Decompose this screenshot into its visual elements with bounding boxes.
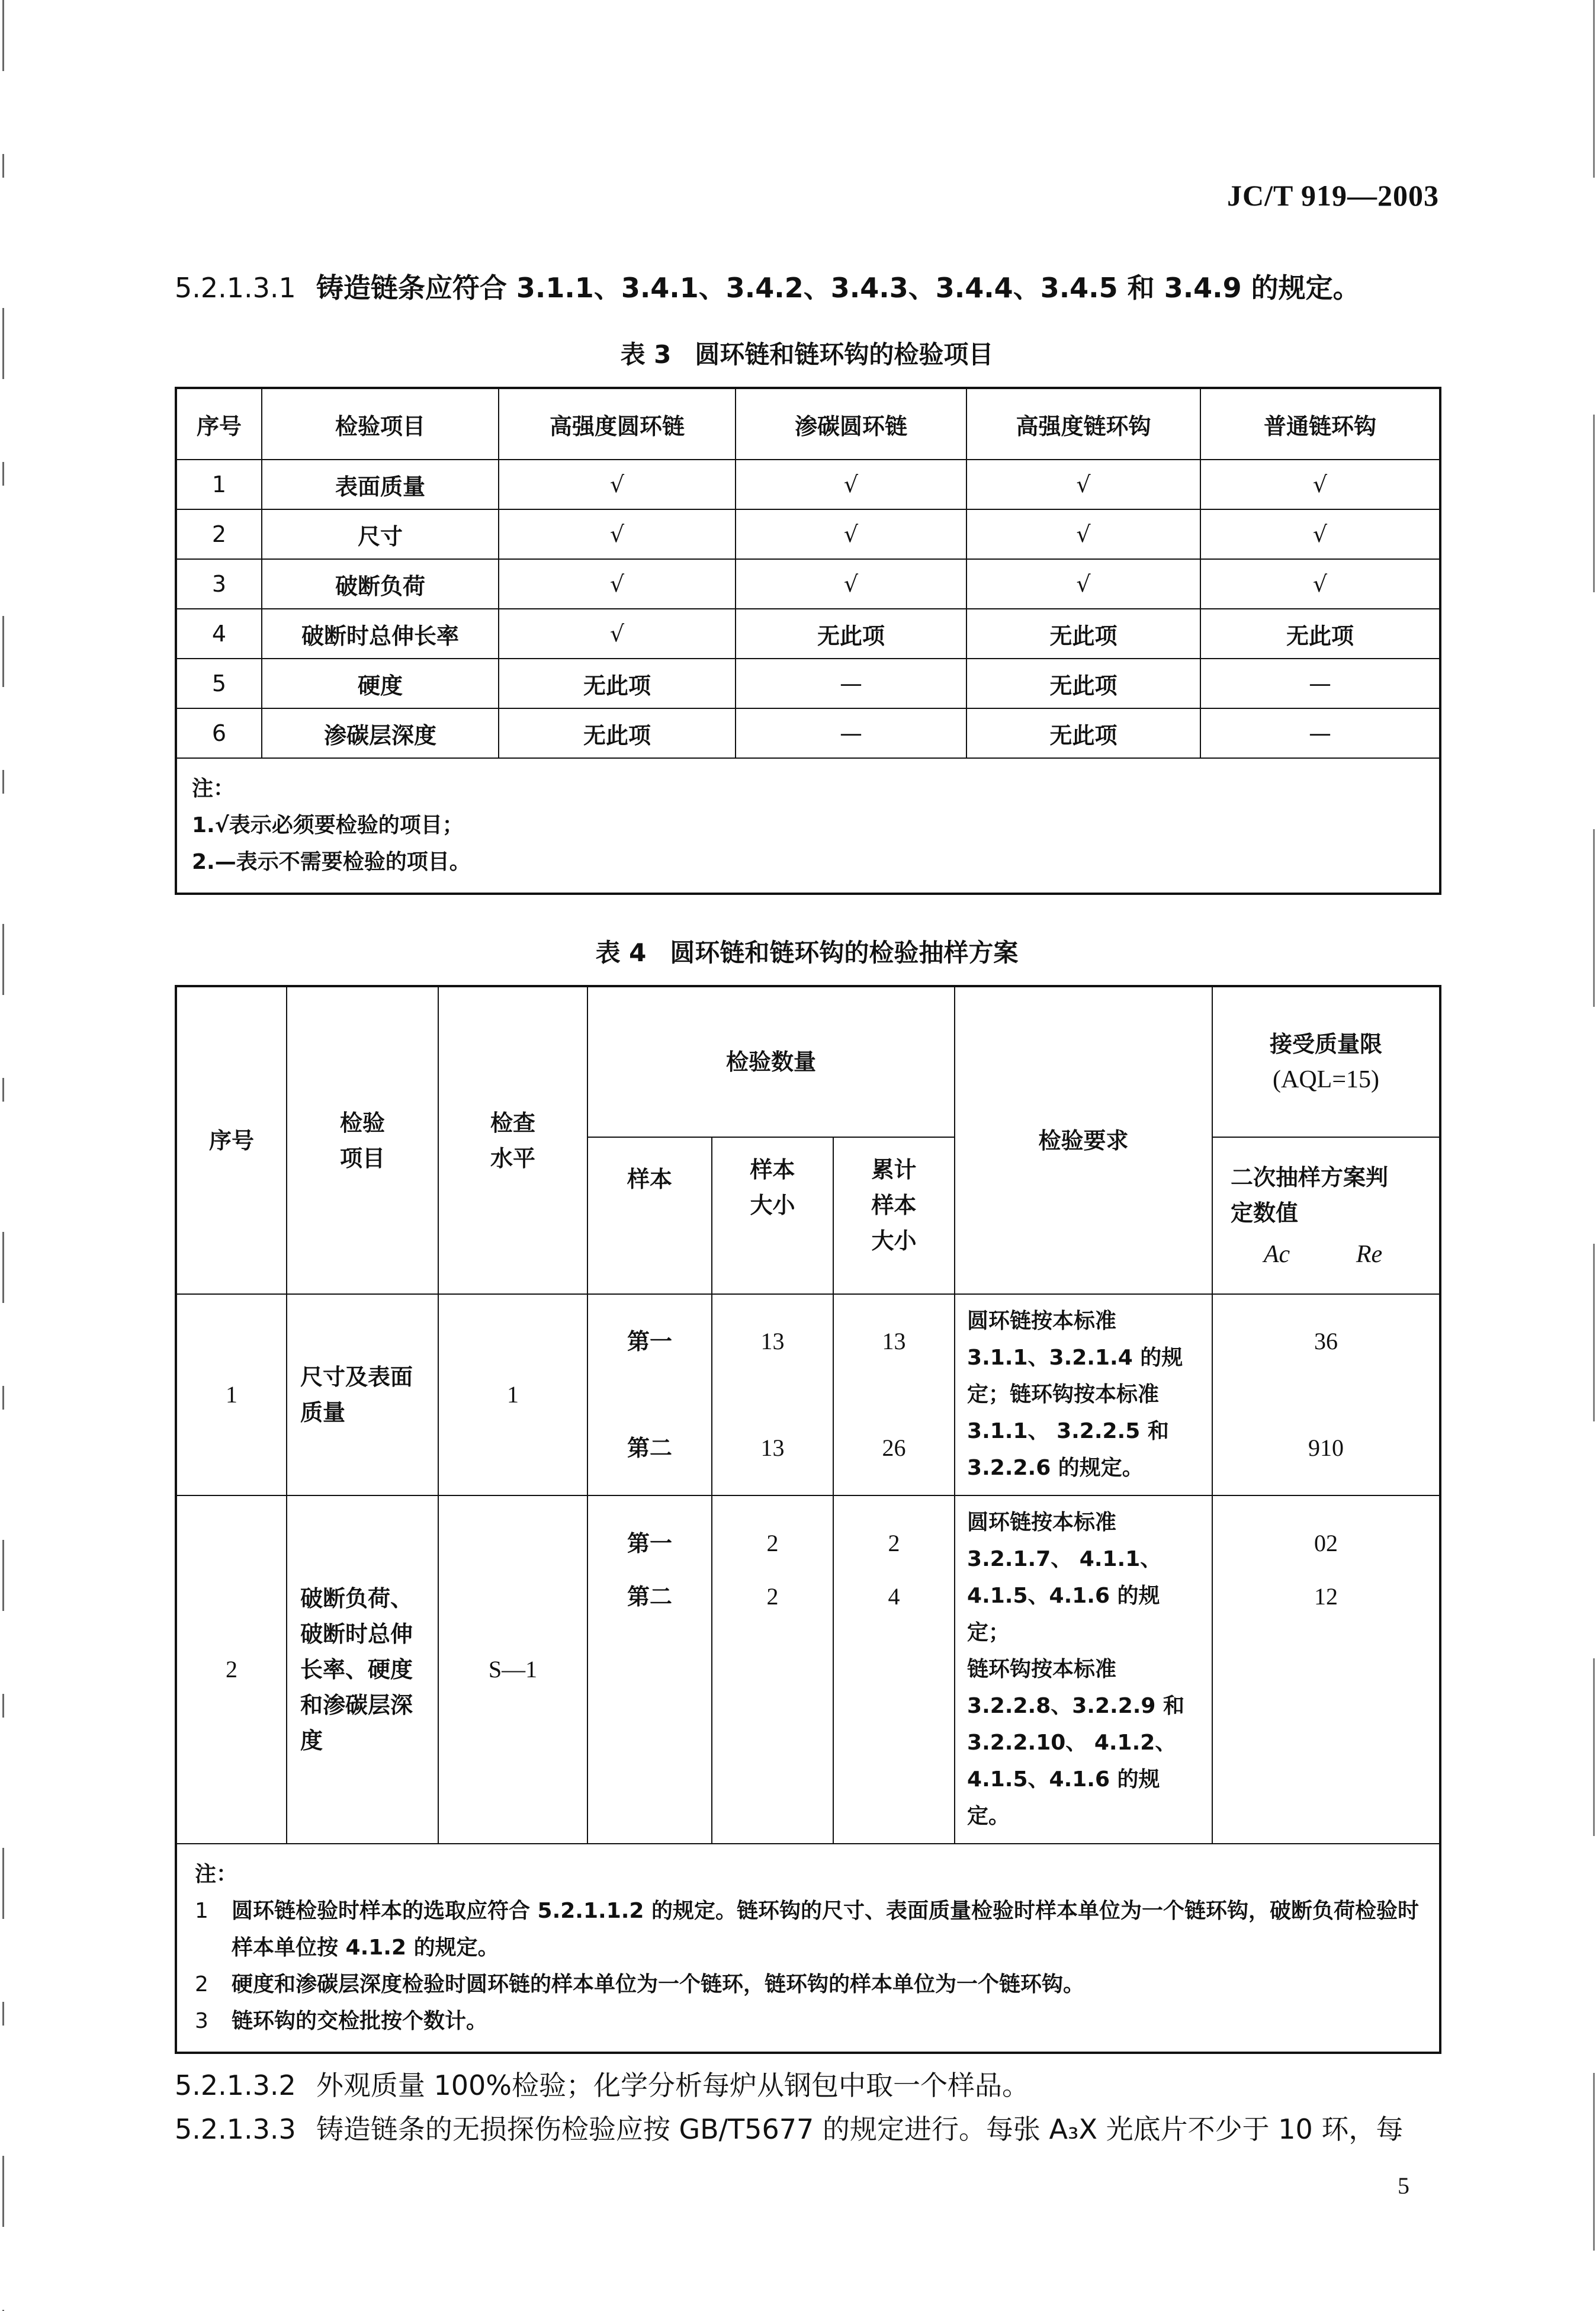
note-text: 圆环链检验时样本的选取应符合 5.2.1.1.2 的规定。链环钩的尺寸、表面质量检验时样本单位为一个链环钩，破断负荷检验时样本单位按 4.1.2 的规定。 xyxy=(232,1899,1420,1960)
table4-note xyxy=(195,2003,1421,2040)
note-text: 链环钩的交检批按个数计。 xyxy=(232,2009,488,2033)
ac-value: 9 xyxy=(1308,1434,1321,1461)
header-re: Re xyxy=(1356,1240,1383,1268)
table4-note-title: 注： xyxy=(195,1862,238,1886)
stage-value: 13 xyxy=(760,1434,785,1461)
table-cell: √ xyxy=(966,509,1200,559)
clause-text: 铸造链条应符合 3.1.1、3.4.1、3.4.2、3.4.3、3.4.4、3.4.5 和 3.4.9 的规定。 xyxy=(316,272,1360,304)
note-text: 硬度和渗碳层深度检验时圆环链的样本单位为一个链环，链环钩的样本单位为一个链环钩。 xyxy=(232,1972,1085,1997)
table4-note xyxy=(195,1893,1421,1966)
header-line: 检验 xyxy=(339,1109,385,1136)
header-line: 检查 xyxy=(490,1109,535,1136)
header-line: 样本 xyxy=(871,1192,917,1218)
table3-header-high-strength-chain: 高强度圆环链 xyxy=(499,388,736,460)
note-number: 2 xyxy=(195,1972,208,1997)
req-line: 3.2.2.6 的规定。 xyxy=(967,1456,1144,1480)
table4-label: 表 4 xyxy=(595,938,647,967)
table-cell-item xyxy=(287,1294,438,1495)
table-row xyxy=(176,460,1440,509)
re-value: 2 xyxy=(1326,1530,1338,1556)
table-cell: √ xyxy=(966,460,1200,509)
header-line: 累计 xyxy=(871,1157,917,1183)
re-value: 10 xyxy=(1320,1434,1344,1461)
table-cell: — xyxy=(1200,659,1440,708)
table4-header-level xyxy=(438,986,587,1294)
table4-header-requirement: 检验要求 xyxy=(955,986,1212,1294)
header-line: 接受质量限 xyxy=(1270,1031,1383,1057)
stage-label: 第二 xyxy=(627,1435,672,1461)
clause-text: 铸造链条的无损探伤检验应按 GB/T5677 的规定进行。每张 A₃X 光底片不少于 10 环，每 xyxy=(316,2113,1404,2145)
note-number: 1 xyxy=(195,1899,208,1923)
table4-header-judge xyxy=(1212,1137,1440,1294)
clause-number: 5.2.1.3.3 xyxy=(175,2113,296,2145)
table-cell-seq: 1 xyxy=(176,1294,287,1495)
table3-header-carburized-chain: 渗碳圆环链 xyxy=(736,388,966,460)
table-cell: √ xyxy=(736,559,966,609)
table4-header-seq: 序号 xyxy=(176,986,287,1294)
re-value: 2 xyxy=(1326,1583,1338,1610)
table-cell: √ xyxy=(1200,509,1440,559)
clause-text: 外观质量 100%检验；化学分析每炉从钢包中取一个样品。 xyxy=(316,2069,1029,2101)
table-row xyxy=(176,1495,1440,1844)
table3-title: 圆环链和链环钩的检验项目 xyxy=(695,340,994,369)
clause-5-2-1-3-3 xyxy=(175,2111,1439,2148)
req-line: 3.2.2.8、3.2.2.9 和 xyxy=(967,1694,1185,1718)
req-line: 3.2.1.7、 4.1.1、 xyxy=(967,1547,1162,1571)
table-cell: 6 xyxy=(176,708,262,758)
req-line: 定；链环钩按本标准 xyxy=(967,1382,1160,1407)
table-cell: √ xyxy=(966,559,1200,609)
table-cell: 渗碳层深度 xyxy=(262,708,499,758)
table3-header-ordinary-hook: 普通链环钩 xyxy=(1200,388,1440,460)
table-cell: √ xyxy=(499,460,736,509)
req-line: 3.1.1、 3.2.2.5 和 xyxy=(967,1419,1169,1443)
item-line: 长率、硬度 xyxy=(300,1657,413,1683)
table-row xyxy=(176,559,1440,609)
table-cell: 1 xyxy=(176,460,262,509)
stage-value: 26 xyxy=(882,1434,906,1461)
table-cell-seq: 2 xyxy=(176,1495,287,1844)
stage-value: 2 xyxy=(888,1530,900,1556)
table-row xyxy=(176,609,1440,659)
table-cell: 4 xyxy=(176,609,262,659)
table3-note-title: 注： xyxy=(192,776,235,801)
header-line: 水平 xyxy=(490,1145,535,1171)
req-line: 圆环链按本标准 xyxy=(967,1510,1117,1535)
stage-label: 第一 xyxy=(627,1328,672,1354)
header-line: 定数值 xyxy=(1231,1199,1299,1226)
table-cell-item xyxy=(287,1495,438,1844)
item-line: 和渗碳层深 xyxy=(300,1692,413,1718)
stage-label: 第一 xyxy=(627,1530,672,1556)
req-line: 4.1.5、4.1.6 的规定。 xyxy=(967,1767,1160,1828)
stage-value: 2 xyxy=(766,1583,779,1610)
table-cell: √ xyxy=(736,460,966,509)
item-line: 尺寸及表面 xyxy=(300,1364,413,1390)
table-cell: 硬度 xyxy=(262,659,499,708)
table-cell: — xyxy=(1200,708,1440,758)
table-row xyxy=(176,708,1440,758)
table3-header-row xyxy=(176,388,1440,460)
table-cell-sample xyxy=(587,1495,712,1844)
table-cell: 破断负荷 xyxy=(262,559,499,609)
page-number: 5 xyxy=(1398,2172,1409,2199)
re-value: 6 xyxy=(1326,1328,1338,1354)
table4-header-sample: 样本 xyxy=(587,1137,712,1294)
header-ac: Ac xyxy=(1263,1240,1290,1268)
table-row xyxy=(176,1294,1440,1495)
stage-value: 13 xyxy=(882,1328,906,1354)
table-cell-acre xyxy=(1212,1495,1440,1844)
header-line: 大小 xyxy=(871,1228,917,1254)
ac-value: 0 xyxy=(1314,1530,1327,1556)
table3-header-high-strength-hook: 高强度链环钩 xyxy=(966,388,1200,460)
table3-note: 2.—表示不需要检验的项目。 xyxy=(192,850,471,874)
table-cell: 无此项 xyxy=(499,659,736,708)
table-cell: — xyxy=(736,659,966,708)
req-line: 3.2.2.10、 4.1.2、 xyxy=(967,1731,1177,1755)
table-cell-acre xyxy=(1212,1294,1440,1495)
table3-header-seq: 序号 xyxy=(176,388,262,460)
standard-code: JC/T 919—2003 xyxy=(1227,179,1439,212)
table-cell: — xyxy=(736,708,966,758)
table-cell-size xyxy=(712,1495,833,1844)
table3-label: 表 3 xyxy=(620,340,672,369)
table4-header-cumulative xyxy=(833,1137,955,1294)
item-line: 破断时总伸 xyxy=(300,1621,413,1647)
table-cell: 表面质量 xyxy=(262,460,499,509)
table3-header-item: 检验项目 xyxy=(262,388,499,460)
clause-number: 5.2.1.3.1 xyxy=(175,272,296,304)
table4-caption xyxy=(175,936,1439,970)
item-line: 质量 xyxy=(300,1400,346,1426)
table-cell: 破断时总伸长率 xyxy=(262,609,499,659)
table4 xyxy=(175,985,1441,2054)
table-cell: 无此项 xyxy=(966,659,1200,708)
table-cell: 无此项 xyxy=(499,708,736,758)
stage-label: 第二 xyxy=(627,1584,672,1610)
table-cell: √ xyxy=(499,559,736,609)
table3-caption xyxy=(175,338,1439,371)
req-line: 圆环链按本标准 xyxy=(967,1309,1117,1333)
table4-notes xyxy=(176,1844,1440,2053)
header-line: 样本 xyxy=(750,1157,795,1183)
table-cell: 无此项 xyxy=(966,708,1200,758)
header-line: 大小 xyxy=(750,1192,795,1218)
header-line: 项目 xyxy=(339,1145,385,1171)
table-cell: 无此项 xyxy=(736,609,966,659)
table-cell-requirement xyxy=(955,1294,1212,1495)
clause-5-2-1-3-2 xyxy=(175,2067,1439,2104)
table-cell-level: S—1 xyxy=(438,1495,587,1844)
table-cell-size xyxy=(712,1294,833,1495)
table-cell-cumulative xyxy=(833,1495,955,1844)
table4-notes-row xyxy=(176,1844,1440,2053)
table4-note xyxy=(195,1966,1421,2003)
aql-value: (AQL=15) xyxy=(1273,1066,1380,1093)
req-line: 3.1.1、3.2.1.4 的规 xyxy=(967,1346,1183,1370)
table4-header-sample-size xyxy=(712,1137,833,1294)
ac-value: 1 xyxy=(1314,1583,1327,1610)
note-number: 3 xyxy=(195,2009,208,2033)
table-cell: 尺寸 xyxy=(262,509,499,559)
stage-value: 13 xyxy=(760,1328,785,1354)
ac-value: 3 xyxy=(1314,1328,1327,1354)
table-cell: 无此项 xyxy=(966,609,1200,659)
table4-header-item xyxy=(287,986,438,1294)
table-row xyxy=(176,509,1440,559)
table-cell: 2 xyxy=(176,509,262,559)
table-cell: √ xyxy=(499,509,736,559)
table-cell-requirement xyxy=(955,1495,1212,1844)
table-cell: √ xyxy=(499,609,736,659)
req-line: 链环钩按本标准 xyxy=(967,1657,1117,1681)
table4-header-row-1 xyxy=(176,986,1440,1137)
table-cell: 5 xyxy=(176,659,262,708)
clause-5-2-1-3-1 xyxy=(175,269,1439,306)
table3-note: 1.√表示必须要检验的项目； xyxy=(192,813,464,837)
stage-value: 2 xyxy=(766,1530,779,1556)
table4-header-aql xyxy=(1212,986,1440,1137)
table-cell: 3 xyxy=(176,559,262,609)
table-cell: √ xyxy=(1200,460,1440,509)
table-cell-cumulative xyxy=(833,1294,955,1495)
item-line: 破断负荷、 xyxy=(300,1585,413,1612)
stage-value: 4 xyxy=(888,1583,900,1610)
req-line: 4.1.5、4.1.6 的规定； xyxy=(967,1584,1160,1645)
header-line: 二次抽样方案判 xyxy=(1231,1164,1389,1190)
table-cell-sample xyxy=(587,1294,712,1495)
item-line: 度 xyxy=(300,1728,323,1754)
table4-header-quantity: 检验数量 xyxy=(587,986,955,1137)
table-cell: √ xyxy=(736,509,966,559)
table3-notes-row xyxy=(176,758,1440,894)
table4-title: 圆环链和链环钩的检验抽样方案 xyxy=(670,938,1019,967)
table-cell: 无此项 xyxy=(1200,609,1440,659)
table3 xyxy=(175,387,1441,895)
table-row xyxy=(176,659,1440,708)
table3-notes xyxy=(176,758,1440,894)
table-cell-level: 1 xyxy=(438,1294,587,1495)
table-cell: √ xyxy=(1200,559,1440,609)
clause-number: 5.2.1.3.2 xyxy=(175,2069,296,2101)
